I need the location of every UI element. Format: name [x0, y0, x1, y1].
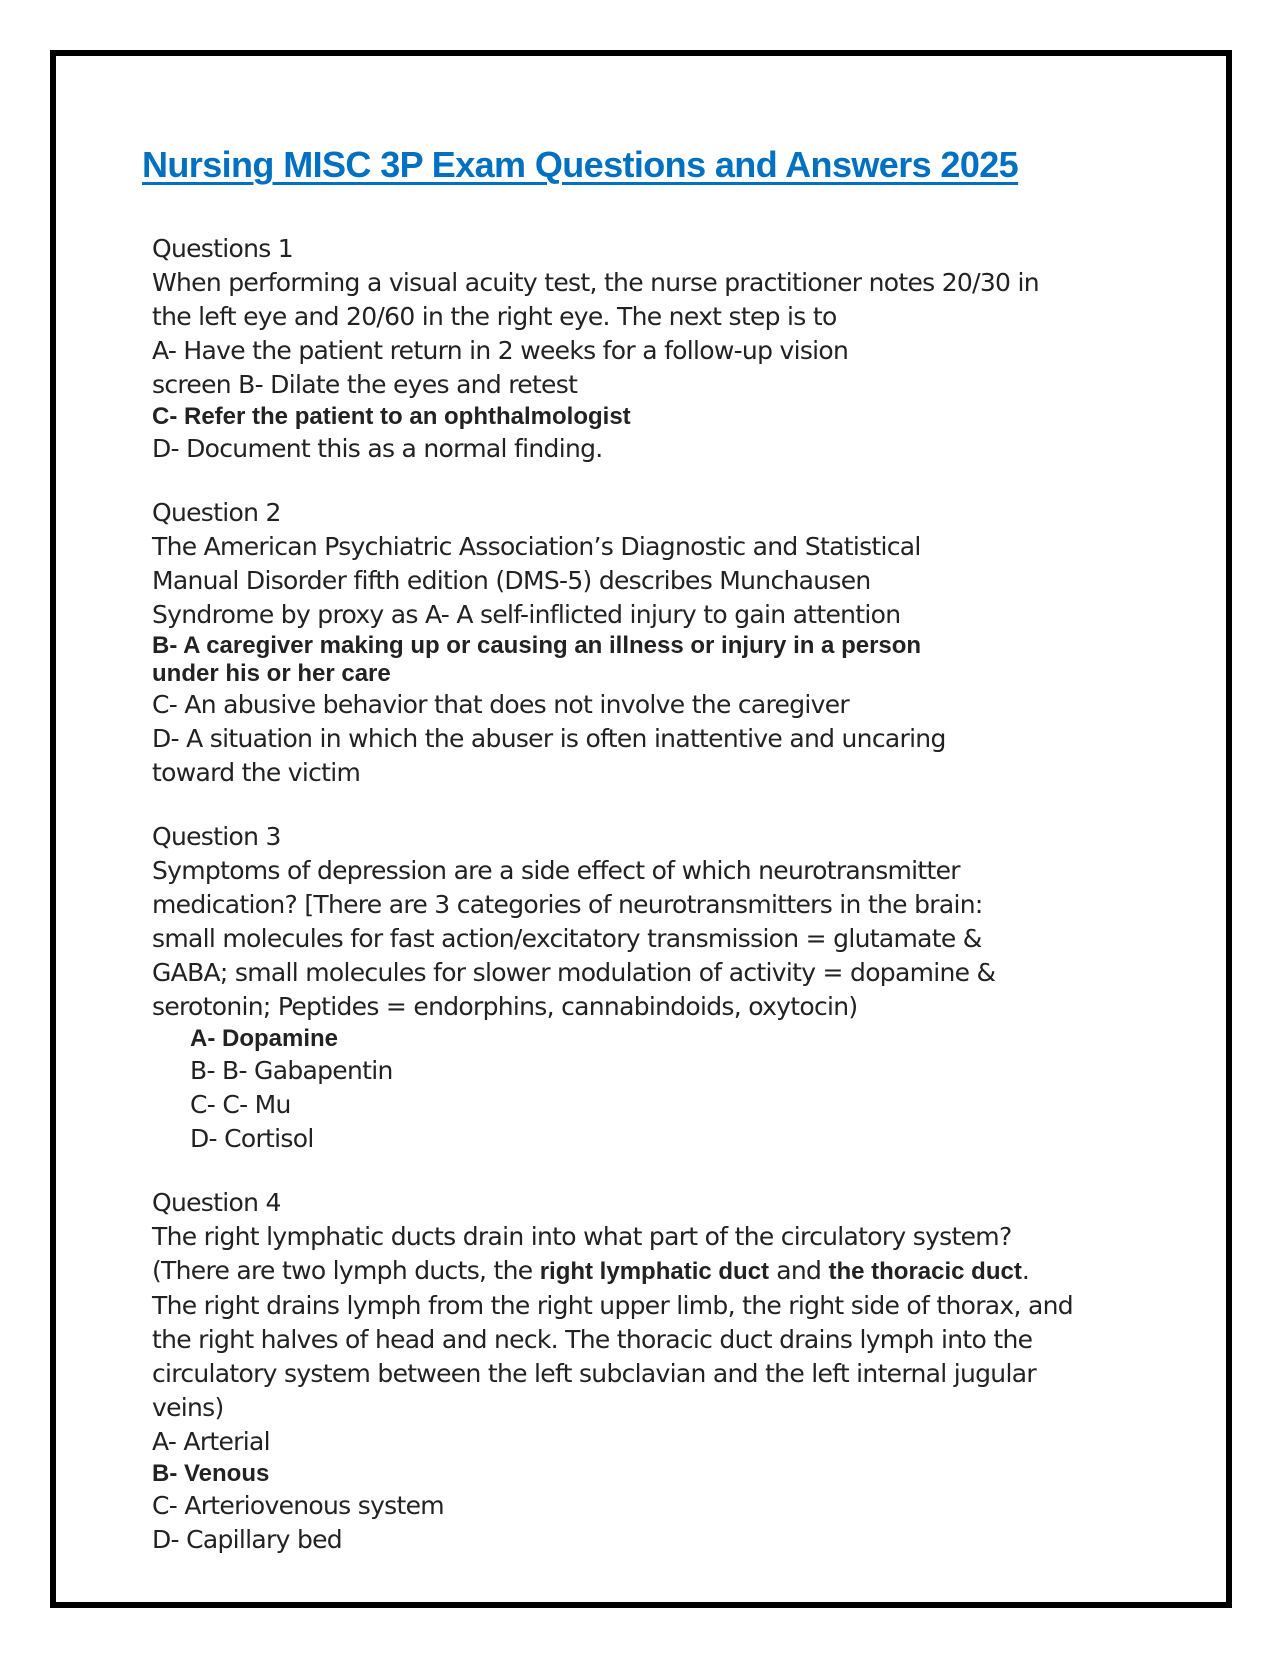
answer-option: D- Document this as a normal finding. — [152, 434, 603, 463]
question-stem-line: The American Psychiatric Association’s Diagnostic and Statistical — [152, 532, 921, 561]
question-1 — [152, 232, 1112, 466]
question-heading: Questions 1 — [152, 234, 293, 263]
answer-option-continued: toward the victim — [152, 758, 361, 787]
question-stem-line: The right lymphatic ducts drain into what part of the circulatory system? — [152, 1222, 1012, 1251]
question-stem-line: GABA; small molecules for slower modulation of activity = dopamine & — [152, 958, 996, 987]
answer-option-correct: B- Venous — [152, 1460, 270, 1487]
spacer — [152, 790, 1112, 820]
answer-option: D- Cortisol — [190, 1124, 314, 1153]
question-heading: Question 3 — [152, 822, 281, 851]
question-heading: Question 4 — [152, 1188, 281, 1217]
answer-option: B- B- Gabapentin — [190, 1056, 393, 1085]
answer-option: D- Capillary bed — [152, 1525, 342, 1554]
question-4 — [152, 1186, 1112, 1557]
question-stem-line-with-emphasis — [152, 1254, 1112, 1289]
question-stem-line: the left eye and 20/60 in the right eye. The next step is to — [152, 302, 837, 331]
answer-option: C- C- Mu — [190, 1090, 291, 1119]
question-stem-line: A- Have the patient return in 2 weeks for a follow-up vision — [152, 336, 849, 365]
answer-option-correct: C- Refer the patient to an ophthalmologist — [152, 403, 631, 430]
question-stem-line: circulatory system between the left subclavian and the left internal jugular — [152, 1359, 1036, 1388]
spacer — [152, 1156, 1112, 1186]
question-stem-line: serotonin; Peptides = endorphins, cannabindoids, oxytocin) — [152, 992, 858, 1021]
question-stem-line: small molecules for fast action/excitatory transmission = glutamate & — [152, 924, 982, 953]
answer-option-correct: A- Dopamine — [190, 1025, 339, 1052]
question-stem-line: Symptoms of depression are a side effect of which neurotransmitter — [152, 856, 960, 885]
answer-option: D- A situation in which the abuser is often inattentive and uncaring — [152, 724, 946, 753]
question-stem-line: medication? [There are 3 categories of neurotransmitters in the brain: — [152, 890, 983, 919]
question-3 — [152, 820, 1112, 1156]
answer-option-correct-continued: under his or her care — [152, 660, 391, 687]
answer-option: A- Arterial — [152, 1427, 270, 1456]
answer-option: C- An abusive behavior that does not involve the caregiver — [152, 690, 850, 719]
question-heading: Question 2 — [152, 498, 281, 527]
question-stem-line: Manual Disorder fifth edition (DMS-5) describes Munchausen — [152, 566, 871, 595]
question-stem-line: the right halves of head and neck. The thoracic duct drains lymph into the — [152, 1325, 1033, 1354]
spacer — [152, 466, 1112, 496]
question-stem-line: Syndrome by proxy as A- A self-inflicted injury to gain attention — [152, 600, 901, 629]
answer-option-correct: B- A caregiver making up or causing an illness or injury in a person — [152, 632, 922, 659]
document-title[interactable]: Nursing MISC 3P Exam Questions and Answers 2025 — [142, 144, 1019, 185]
page-border-frame — [50, 50, 1232, 1608]
stem-text: . — [1021, 1256, 1030, 1285]
question-stem-line: screen B- Dilate the eyes and retest — [152, 370, 578, 399]
question-stem-line: veins) — [152, 1393, 224, 1422]
emphasis-right-lymphatic-duct: right lymphatic duct — [539, 1258, 770, 1285]
stem-text: and — [769, 1256, 829, 1285]
question-list — [152, 232, 1112, 1557]
question-stem-line: When performing a visual acuity test, the nurse practitioner notes 20/30 in — [152, 268, 1039, 297]
question-2 — [152, 496, 1112, 790]
answer-option: C- Arteriovenous system — [152, 1491, 444, 1520]
stem-text: (There are two lymph ducts, the — [152, 1256, 540, 1285]
question-stem-line: The right drains lymph from the right upper limb, the right side of thorax, and — [152, 1291, 1073, 1320]
emphasis-thoracic-duct: the thoracic duct — [828, 1258, 1022, 1285]
